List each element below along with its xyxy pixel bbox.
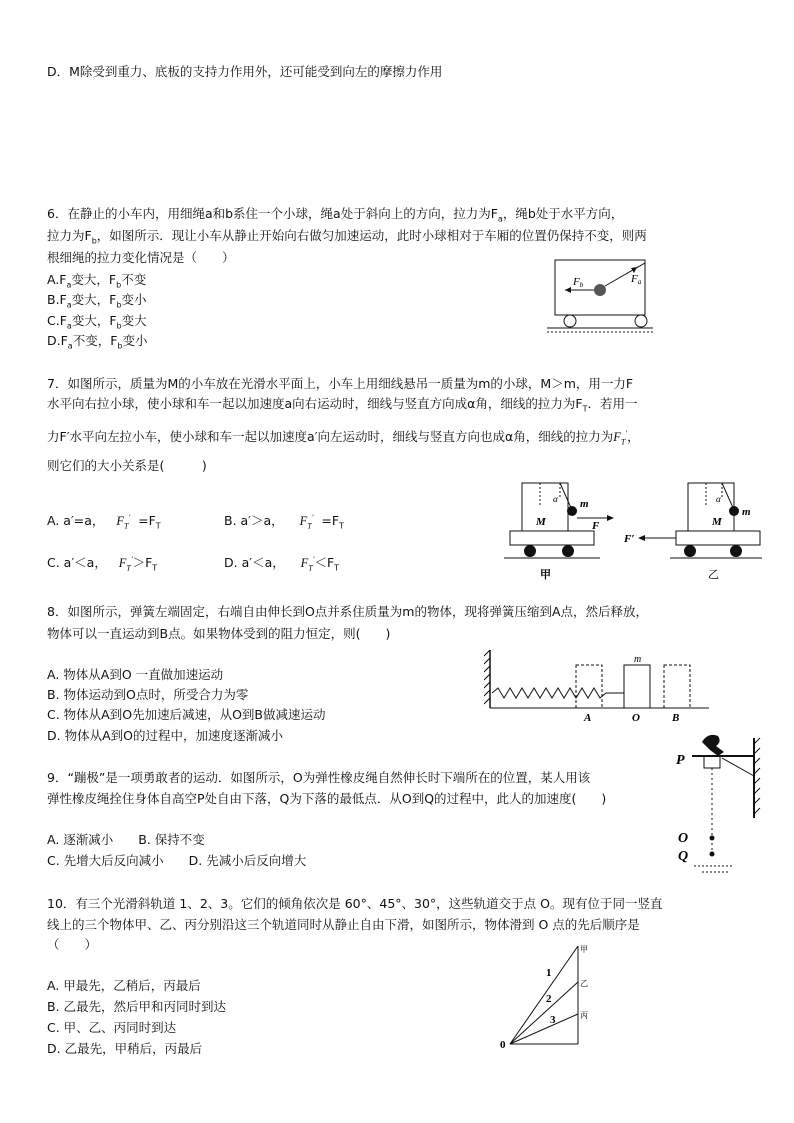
q10-option-a[interactable]: A. 甲最先，乙稍后，丙最后	[47, 978, 201, 993]
q9-line1: 9．“蹦极”是一项勇敢者的运动．如图所示，O为弹性橡皮绳自然伸长时下端所在的位置，某人用该	[47, 770, 591, 785]
q7-line2: 水平向右拉小球，使小球和车一起以加速度a向右运动时，细线与竖直方向成α角，细线的拉力为$F_T$．若用一	[47, 396, 638, 414]
q8-line1: 8．如图所示，弹簧左端固定，右端自由伸长到O点并系住质量为m的物体，现将弹簧压缩到A点，然后释放，	[47, 604, 649, 619]
q6-option-a[interactable]: $A.F_a$变大，$F_b$不变	[47, 272, 147, 290]
wall-hatch	[484, 650, 490, 704]
cart-wheel-left	[564, 315, 576, 327]
q7-line3: 力F′水平向左拉小车，使小球和车一起以加速度a′向左运动时，细线与竖直方向也成α角，细线的拉力为$F_T'$，	[47, 429, 640, 447]
block-at-b	[664, 665, 690, 708]
jia-label: 甲	[540, 569, 551, 581]
q6-option-c[interactable]: $C.F_a$变大，$F_b$变大	[47, 313, 147, 331]
label-fa: Fa	[631, 273, 642, 286]
point-o: O	[632, 712, 640, 724]
point-b: B	[672, 712, 680, 724]
label-fb: Fb	[573, 276, 584, 289]
yi-F: F′	[624, 533, 635, 545]
q7-carts-figure	[500, 478, 762, 586]
yi-label: 乙	[708, 569, 719, 581]
q6-cart-figure	[545, 255, 655, 335]
label-track-1: 1	[546, 967, 552, 979]
q6-option-b[interactable]: $B.F_a$变大，$F_b$变小	[47, 292, 147, 310]
label-o: O	[678, 831, 689, 846]
q10-option-d[interactable]: D. 乙最先，甲稍后，丙最后	[47, 1041, 203, 1056]
cart-wheel-right	[635, 315, 647, 327]
q8-option-a[interactable]: A. 物体从A到O 一直做加速运动	[47, 667, 224, 682]
point-a: A	[584, 712, 592, 724]
jia-M: M	[536, 516, 546, 528]
q10-line2: 线上的三个物体甲、乙、丙分别沿这三个轨道同时从静止自由下滑，如图所示，物体滑到 O 点的先后顺序是	[47, 917, 640, 932]
q9-options-row2[interactable]: C. 先增大后反向减小 D. 先减小后反向增大	[47, 853, 307, 868]
cart-yi	[638, 483, 762, 558]
label-track-3: 3	[550, 1014, 556, 1026]
q9-options-row1[interactable]: A. 逐渐减小 B. 保持不变	[47, 832, 205, 847]
block-at-a	[576, 665, 602, 708]
q9-line2: 弹性橡皮绳拴住身体自高空P处自由下落，Q为下落的最低点．从O到Q的过程中，此人的加速度( )	[47, 791, 607, 806]
q7-line1: 7．如图所示，质量为M的小车放在光滑水平面上，小车上用细线悬吊一质量为m的小球，M＞m，用一力F	[47, 376, 634, 391]
block-at-o	[624, 665, 650, 708]
q8-line2: 物体可以一直运动到B点。如果物体受到的阻力恒定，则( )	[47, 626, 391, 641]
q7-option-a[interactable]: A. a′=a， $F_T' =F_T$	[47, 513, 161, 531]
q7-option-c[interactable]: C. a′＜a， $F_T'>F_T$	[47, 555, 158, 573]
ball	[594, 284, 606, 296]
yi-M: M	[712, 516, 722, 528]
q7-option-b[interactable]: B. a′＞a， $F_T' =F_T$	[224, 513, 344, 531]
q10-line1: 10．有三个光滑斜轨道 1、2、3。它们的倾角依次是 60°、45°、30°，这些轨道交于点 O。现有位于同一竖直	[47, 896, 663, 911]
q10-option-c[interactable]: C. 甲、乙、丙同时到达	[47, 1020, 177, 1035]
jumper-icon	[702, 735, 724, 756]
jumper-feet	[704, 756, 720, 768]
q10-option-b[interactable]: B. 乙最先，然后甲和丙同时到达	[47, 999, 227, 1014]
label-p: P	[676, 753, 685, 768]
point-o-dot	[710, 836, 715, 841]
jia-F: F	[592, 520, 600, 532]
spring	[492, 688, 624, 698]
yi-alpha: α	[716, 494, 721, 504]
arrow-fb	[565, 287, 571, 293]
jia-m: m	[580, 498, 589, 510]
q10-line3: （ ）	[47, 937, 98, 952]
label-jia: 甲	[580, 945, 588, 954]
platform-brace	[722, 758, 754, 776]
track-2	[510, 982, 578, 1044]
q8-option-d[interactable]: D. 物体从A到O的过程中，加速度逐渐减小	[47, 728, 283, 743]
point-q-dot	[710, 852, 715, 857]
label-track-2: 2	[546, 993, 552, 1005]
q8-option-c[interactable]: C. 物体从A到O先加速后减速，从O到B做减速运动	[47, 707, 326, 722]
label-bing: 丙	[580, 1011, 588, 1020]
q7-option-d[interactable]: D. a′＜a， $F_T'<F_T$	[224, 555, 340, 573]
q8-spring-figure	[484, 648, 709, 724]
label-origin: 0	[500, 1039, 506, 1051]
jia-alpha: α	[553, 494, 558, 504]
mass-label: m	[634, 654, 642, 665]
q7-line4: 则它们的大小关系是( )	[47, 458, 207, 473]
q6-stem-line3: 根细绳的拉力变化情况是（ ）	[47, 250, 235, 265]
q5-option-d: D．M除受到重力、底板的支持力作用外，还可能受到向左的摩擦力作用	[47, 64, 443, 79]
q9-bungee-figure	[672, 726, 764, 878]
q10-tracks-figure	[494, 942, 604, 1054]
q8-option-b[interactable]: B. 物体运动到O点时，所受合力为零	[47, 687, 249, 702]
q6-stem-line1: 6．在静止的小车内，用细绳a和b系住一个小球，绳a处于斜向上的方向，拉力为$F_a$，绳b处于水平方向，	[47, 206, 624, 224]
label-q: Q	[678, 849, 689, 864]
q6-stem-line2: 拉力为$F_b$，如图所示．现让小车从静止开始向右做匀加速运动，此时小球相对于车厢的位置仍保持不变，则两	[47, 228, 647, 246]
label-yi: 乙	[580, 979, 588, 988]
yi-m: m	[742, 506, 751, 518]
q6-option-d[interactable]: $D.F_a$不变，$F_b$变小	[47, 333, 148, 351]
